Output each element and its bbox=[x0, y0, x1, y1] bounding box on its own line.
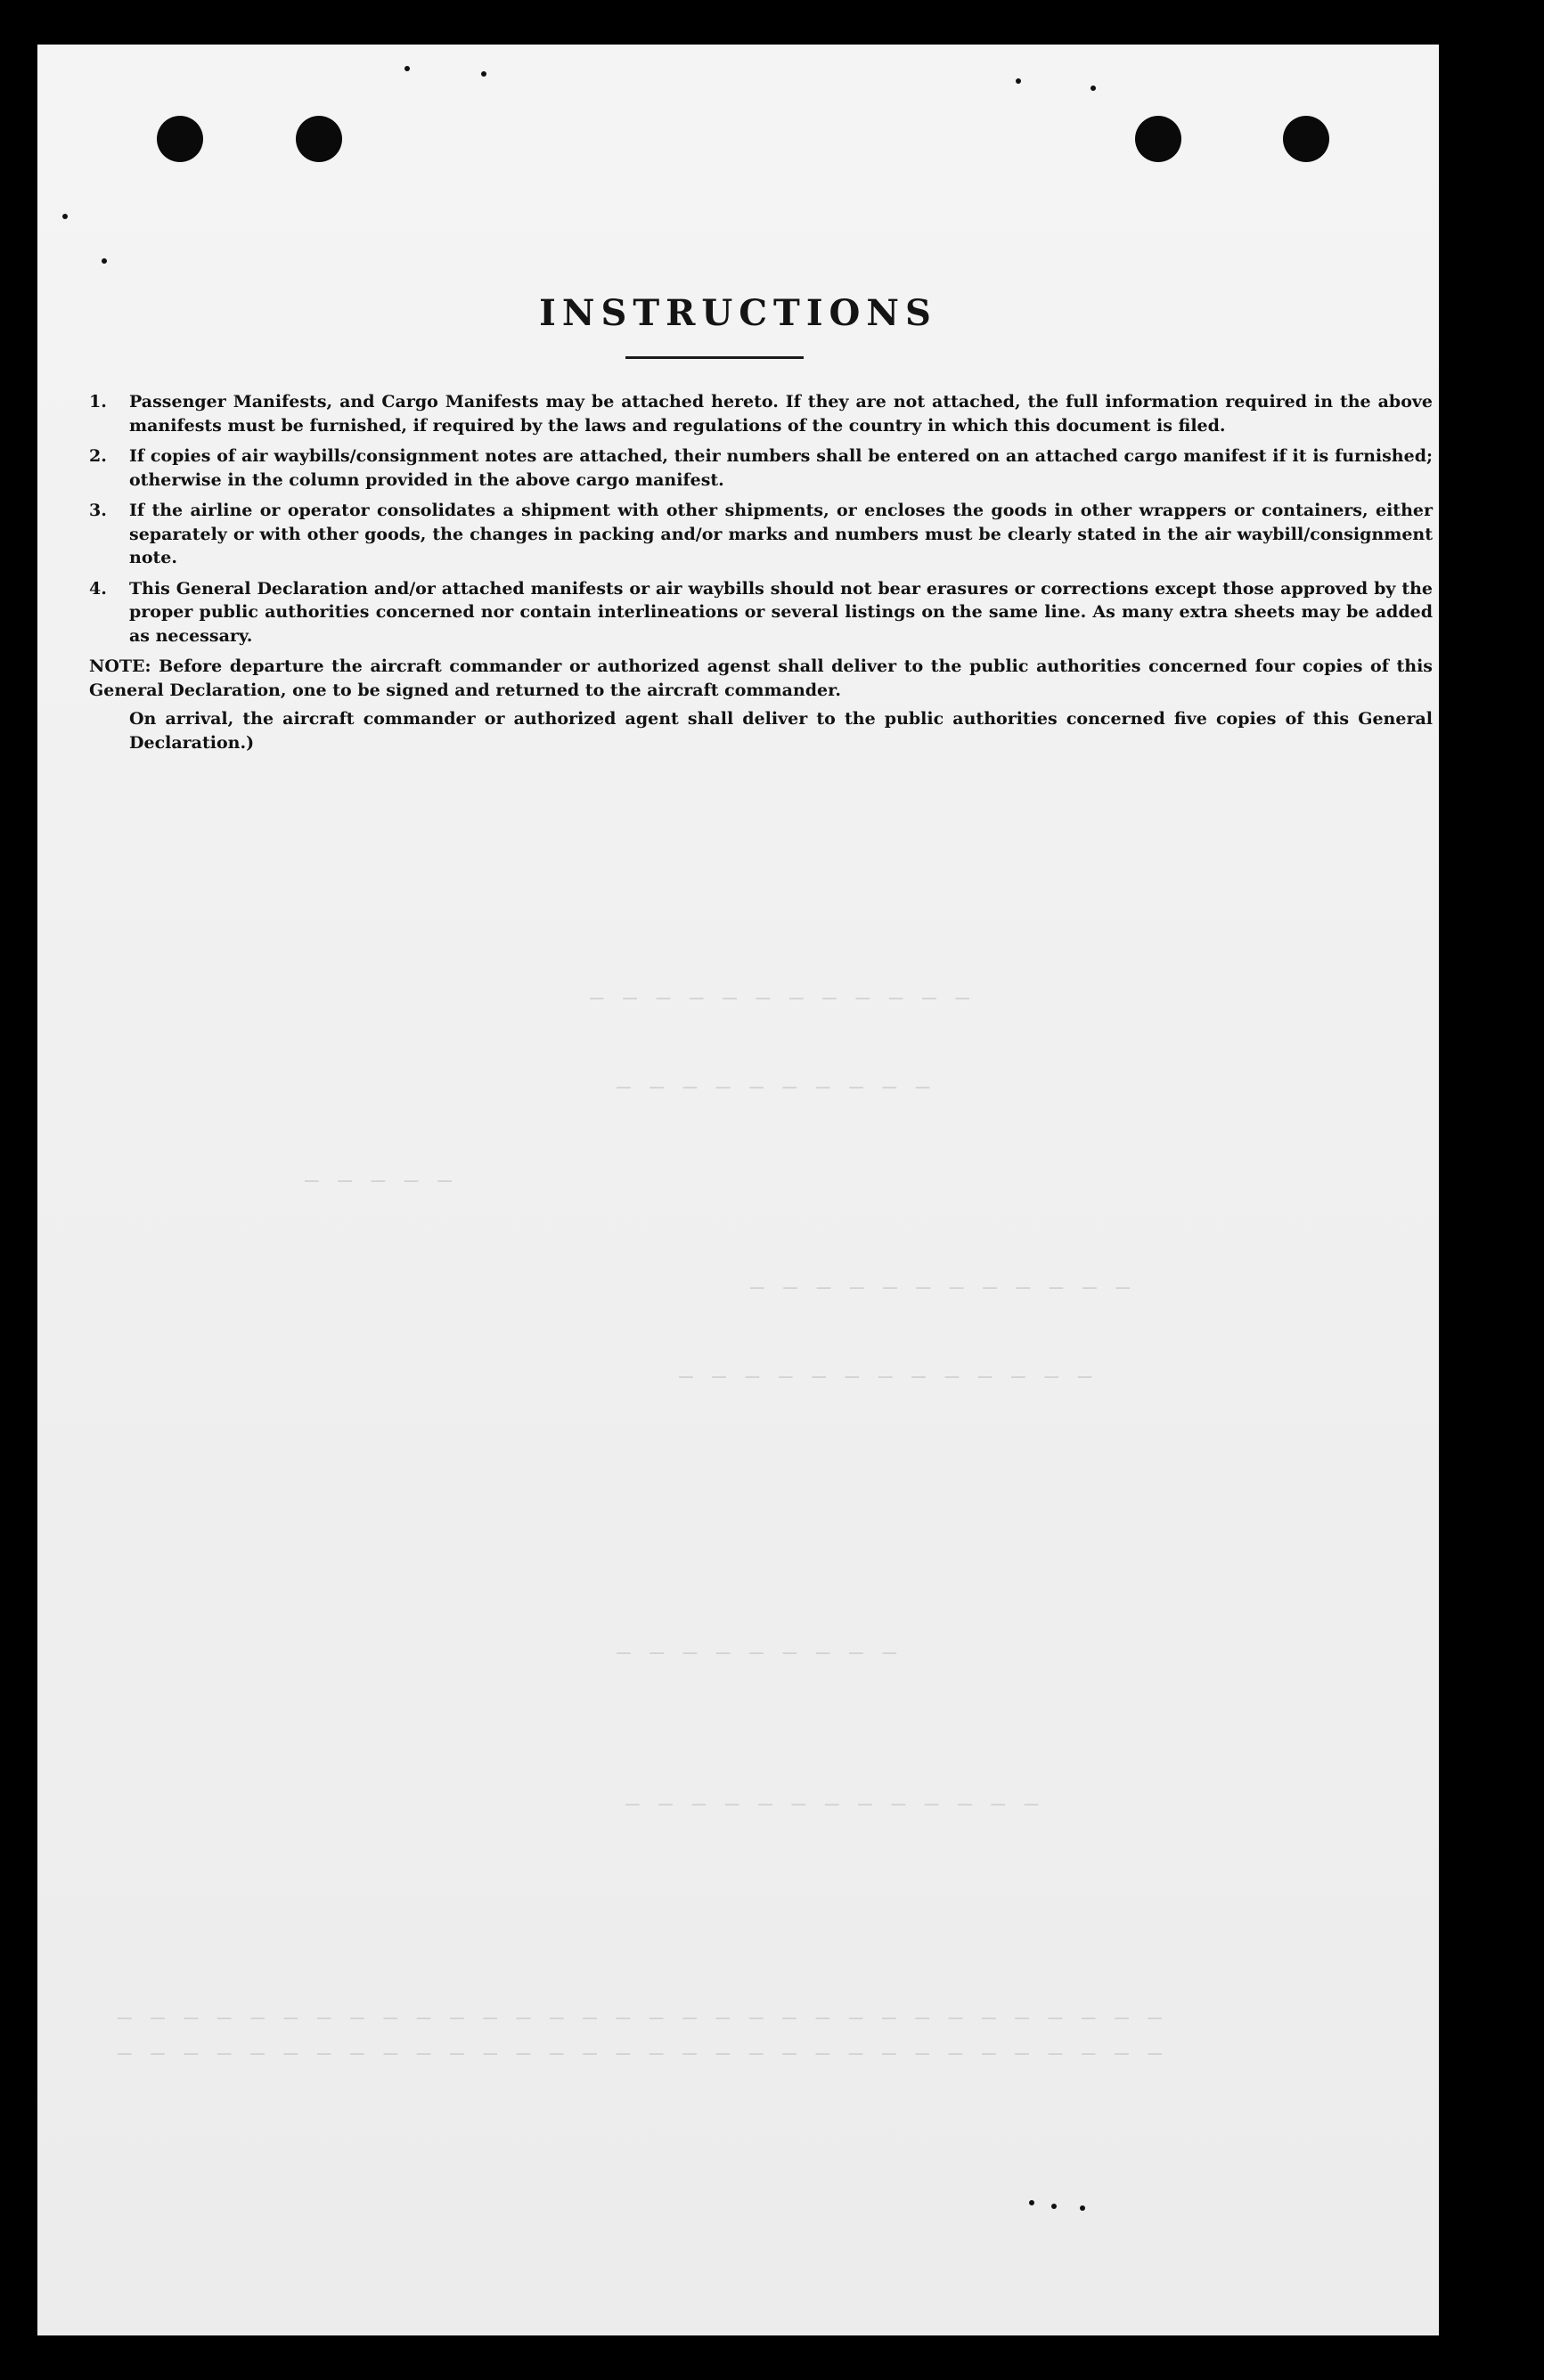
punch-hole-right-1 bbox=[1135, 116, 1181, 162]
show-through-text: — — — — — — — — — — — — — bbox=[625, 1790, 1042, 1817]
instruction-number: 2. bbox=[89, 446, 107, 466]
speck-mark bbox=[1051, 2204, 1057, 2209]
speck-mark bbox=[481, 71, 486, 77]
punch-hole-right-2 bbox=[1283, 116, 1329, 162]
punch-hole-left-1 bbox=[157, 116, 203, 162]
heading-underline bbox=[625, 356, 804, 359]
instruction-number: 4. bbox=[89, 578, 107, 599]
instruction-text: Passenger Manifests, and Cargo Manifests may be attached hereto. If they are not attached, the full information required in the above manifests must be furnished, if required by the laws and regulations of the country in which this document is filed. bbox=[129, 392, 1433, 436]
show-through-text: — — — — — — — — — — bbox=[617, 1073, 933, 1100]
instruction-text: If the airline or operator consolidates a shipment with other shipments, or encloses the goods in other wrappers or containers, either separately or with other goods, the changes in packing and/or marks and numbers must be clearly stated in the air waybill/consignment note. bbox=[129, 501, 1433, 567]
instruction-number: 3. bbox=[89, 501, 107, 520]
speck-mark bbox=[102, 258, 107, 264]
document-sheet bbox=[37, 45, 1439, 2335]
show-through-text: — — — — — — — — — bbox=[617, 1639, 900, 1666]
show-through-text: — — — — — bbox=[305, 1167, 454, 1194]
show-through-text: — — — — — — — — — — — — — — — — — — — — — — — — — — — — — — — — bbox=[118, 2004, 1165, 2031]
show-through-text: — — — — — — — — — — — — — bbox=[679, 1363, 1095, 1390]
instructions-list bbox=[89, 390, 1433, 754]
speck-mark bbox=[1080, 2205, 1085, 2211]
show-through-text: — — — — — — — — — — — — bbox=[750, 1274, 1133, 1300]
note-paragraph-departure: NOTE: Before departure the aircraft commander or authorized agenst shall deliver to the public authorities concerned four copies of this General Declaration, one to be signed and returned to the aircraft commander. bbox=[89, 656, 1433, 700]
instruction-text: If copies of air waybills/consignment notes are attached, their numbers shall be entered on an attached cargo manifest if it is furnished; otherwise in the column provided in the above cargo manifest. bbox=[129, 446, 1433, 490]
instruction-item-1 bbox=[89, 390, 1433, 437]
show-through-text: — — — — — — — — — — — — — — — — — — — — — — — — — — — — — — — — bbox=[118, 2040, 1165, 2066]
note-paragraph-arrival: On arrival, the aircraft commander or authorized agent shall deliver to the public authorities concerned five copies of this General Declaration.) bbox=[129, 709, 1433, 753]
instruction-text: This General Declaration and/or attached manifests or air waybills should not bear erasures or corrections except those approved by the proper public authorities concerned nor contain interlineations or several listings on the same line. As many extra sheets may be added as necessary. bbox=[129, 578, 1433, 646]
instruction-item-3 bbox=[89, 499, 1433, 570]
speck-mark bbox=[1029, 2200, 1034, 2205]
speck-mark bbox=[1016, 78, 1021, 84]
instruction-item-4 bbox=[89, 577, 1433, 648]
speck-mark bbox=[1091, 86, 1096, 91]
instruction-item-2 bbox=[89, 444, 1433, 492]
speck-mark bbox=[62, 214, 68, 219]
speck-mark bbox=[404, 66, 410, 71]
note-block bbox=[89, 655, 1433, 754]
instructions-heading: INSTRUCTIONS bbox=[539, 292, 937, 334]
show-through-text: — — — — — — — — — — — — bbox=[590, 984, 973, 1011]
instruction-number: 1. bbox=[89, 392, 107, 412]
punch-hole-left-2 bbox=[296, 116, 342, 162]
